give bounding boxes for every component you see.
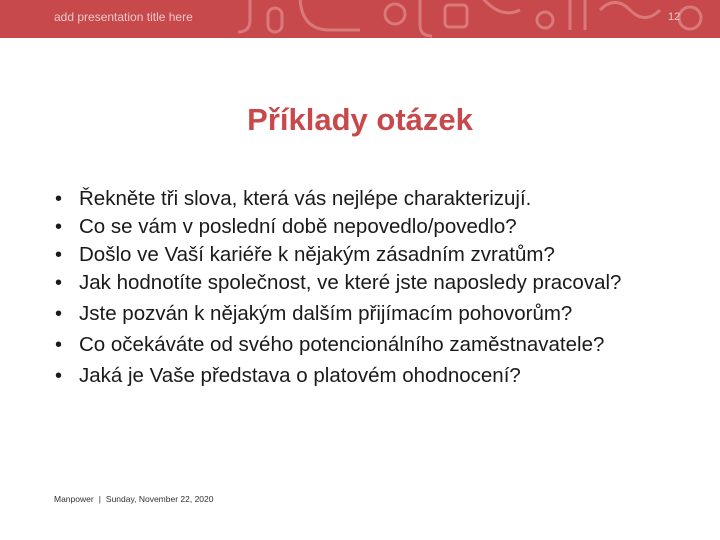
list-item-text: Řekněte tři slova, která vás nejlépe charakterizují. xyxy=(79,187,532,210)
bullet-icon: • xyxy=(55,272,63,294)
page-number: 12 xyxy=(668,11,681,23)
list-item xyxy=(55,214,675,240)
bullet-icon: • xyxy=(55,303,63,325)
footer-brand: Manpower xyxy=(54,494,94,504)
list-item xyxy=(55,242,675,268)
footer-separator: | xyxy=(98,494,101,504)
list-item xyxy=(55,332,675,358)
bullet-icon: • xyxy=(55,216,63,238)
bullet-icon: • xyxy=(55,188,63,210)
footer xyxy=(54,494,213,504)
list-item-text: Co očekáváte od svého potencionálního zaměstnavatele? xyxy=(79,333,605,356)
list-item-text: Jak hodnotíte společnost, ve které jste naposledy pracoval? xyxy=(79,271,622,294)
bullet-icon: • xyxy=(55,334,63,356)
footer-date: Sunday, November 22, 2020 xyxy=(105,494,214,504)
list-item xyxy=(55,363,675,389)
bullet-icon: • xyxy=(55,244,63,266)
list-item-text: Jaká je Vaše představa o platovém ohodnocení? xyxy=(79,364,521,387)
header-band xyxy=(0,0,720,38)
bullet-icon: • xyxy=(55,365,63,387)
presentation-title: add presentation title here xyxy=(54,10,193,24)
list-item xyxy=(55,270,675,296)
list-item-text: Jste pozván k nějakým dalším přijímacím pohovorům? xyxy=(79,302,573,325)
slide-title: Příklady otázek xyxy=(247,102,473,137)
question-list xyxy=(55,186,675,394)
list-item xyxy=(55,186,675,212)
list-item-text: Co se vám v poslední době nepovedlo/povedlo? xyxy=(79,215,517,238)
list-item-text: Došlo ve Vaší kariéře k nějakým zásadním zvratům? xyxy=(79,243,555,266)
list-item xyxy=(55,301,675,327)
